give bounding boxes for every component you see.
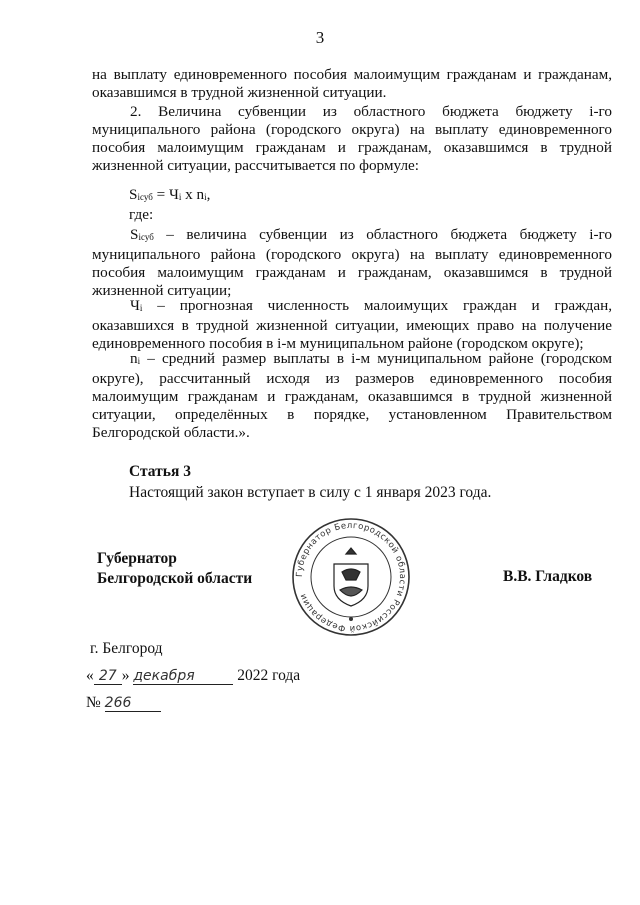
article-title: Статья 3 — [129, 463, 191, 480]
definition-s: Siсуб – величина субвенции из областного бюджета бюджету i-го муниципального района (городского округа) на выплату единовременного пособия малоимущим гражданам и гражданам, оказавшимся в трудной жизненной ситуации; — [92, 226, 612, 299]
formula: Siсуб = Чi х ni, — [129, 186, 211, 203]
law-number: № 266 — [86, 694, 161, 712]
date-year: 2022 года — [237, 667, 301, 684]
definition-ch: Чi – прогнозная численность малоимущих граждан и граждан, оказавшихся в трудной жизненной ситуации, имеющих право на получение единовременного пособия в i-м муниципальном районе (городском округе); — [92, 297, 612, 352]
law-number-value: 266 — [105, 695, 161, 712]
date-day: 27 — [94, 668, 122, 685]
seal-text: Губернатор Белгородской области Российской Федерации — [294, 520, 408, 634]
city: г. Белгород — [90, 640, 163, 657]
article-text: Настоящий закон вступает в силу с 1 января 2023 года. — [129, 484, 492, 501]
official-seal — [290, 516, 412, 638]
paragraph-continuation: на выплату единовременного пособия малоимущим гражданам и гражданам, оказавшимся в трудной жизненной ситуации. — [92, 66, 612, 101]
signing-date: « 27 » декабря 2022 года — [86, 667, 301, 684]
page-number: 3 — [315, 28, 325, 47]
where-label: где: — [129, 206, 154, 223]
date-month: декабря — [133, 668, 233, 685]
signatory-title-line1: Губернатор — [97, 550, 177, 567]
coat-of-arms-icon — [334, 548, 368, 606]
signatory-name: В.В. Гладков — [503, 568, 593, 585]
paragraph-2: 2. Величина субвенции из областного бюджета бюджету i-го муниципального района (городского округа) на выплату единовременного пособия малоимущим гражданам и гражданам, оказавшимся в трудной жизненной ситуации, рассчитывается по формуле: — [92, 103, 612, 174]
signatory-title-line2: Белгородской области — [97, 570, 253, 587]
definition-n: ni – средний размер выплаты в i-м муниципальном районе (городском округе), рассчитанный исходя из размеров единовременного пособия малоимущим гражданам и гражданам, оказавшимся в трудной жизненной ситуации, определённых в порядке, установленном Правительством Белгородской области.». — [92, 350, 612, 441]
signatory-title — [97, 549, 252, 589]
